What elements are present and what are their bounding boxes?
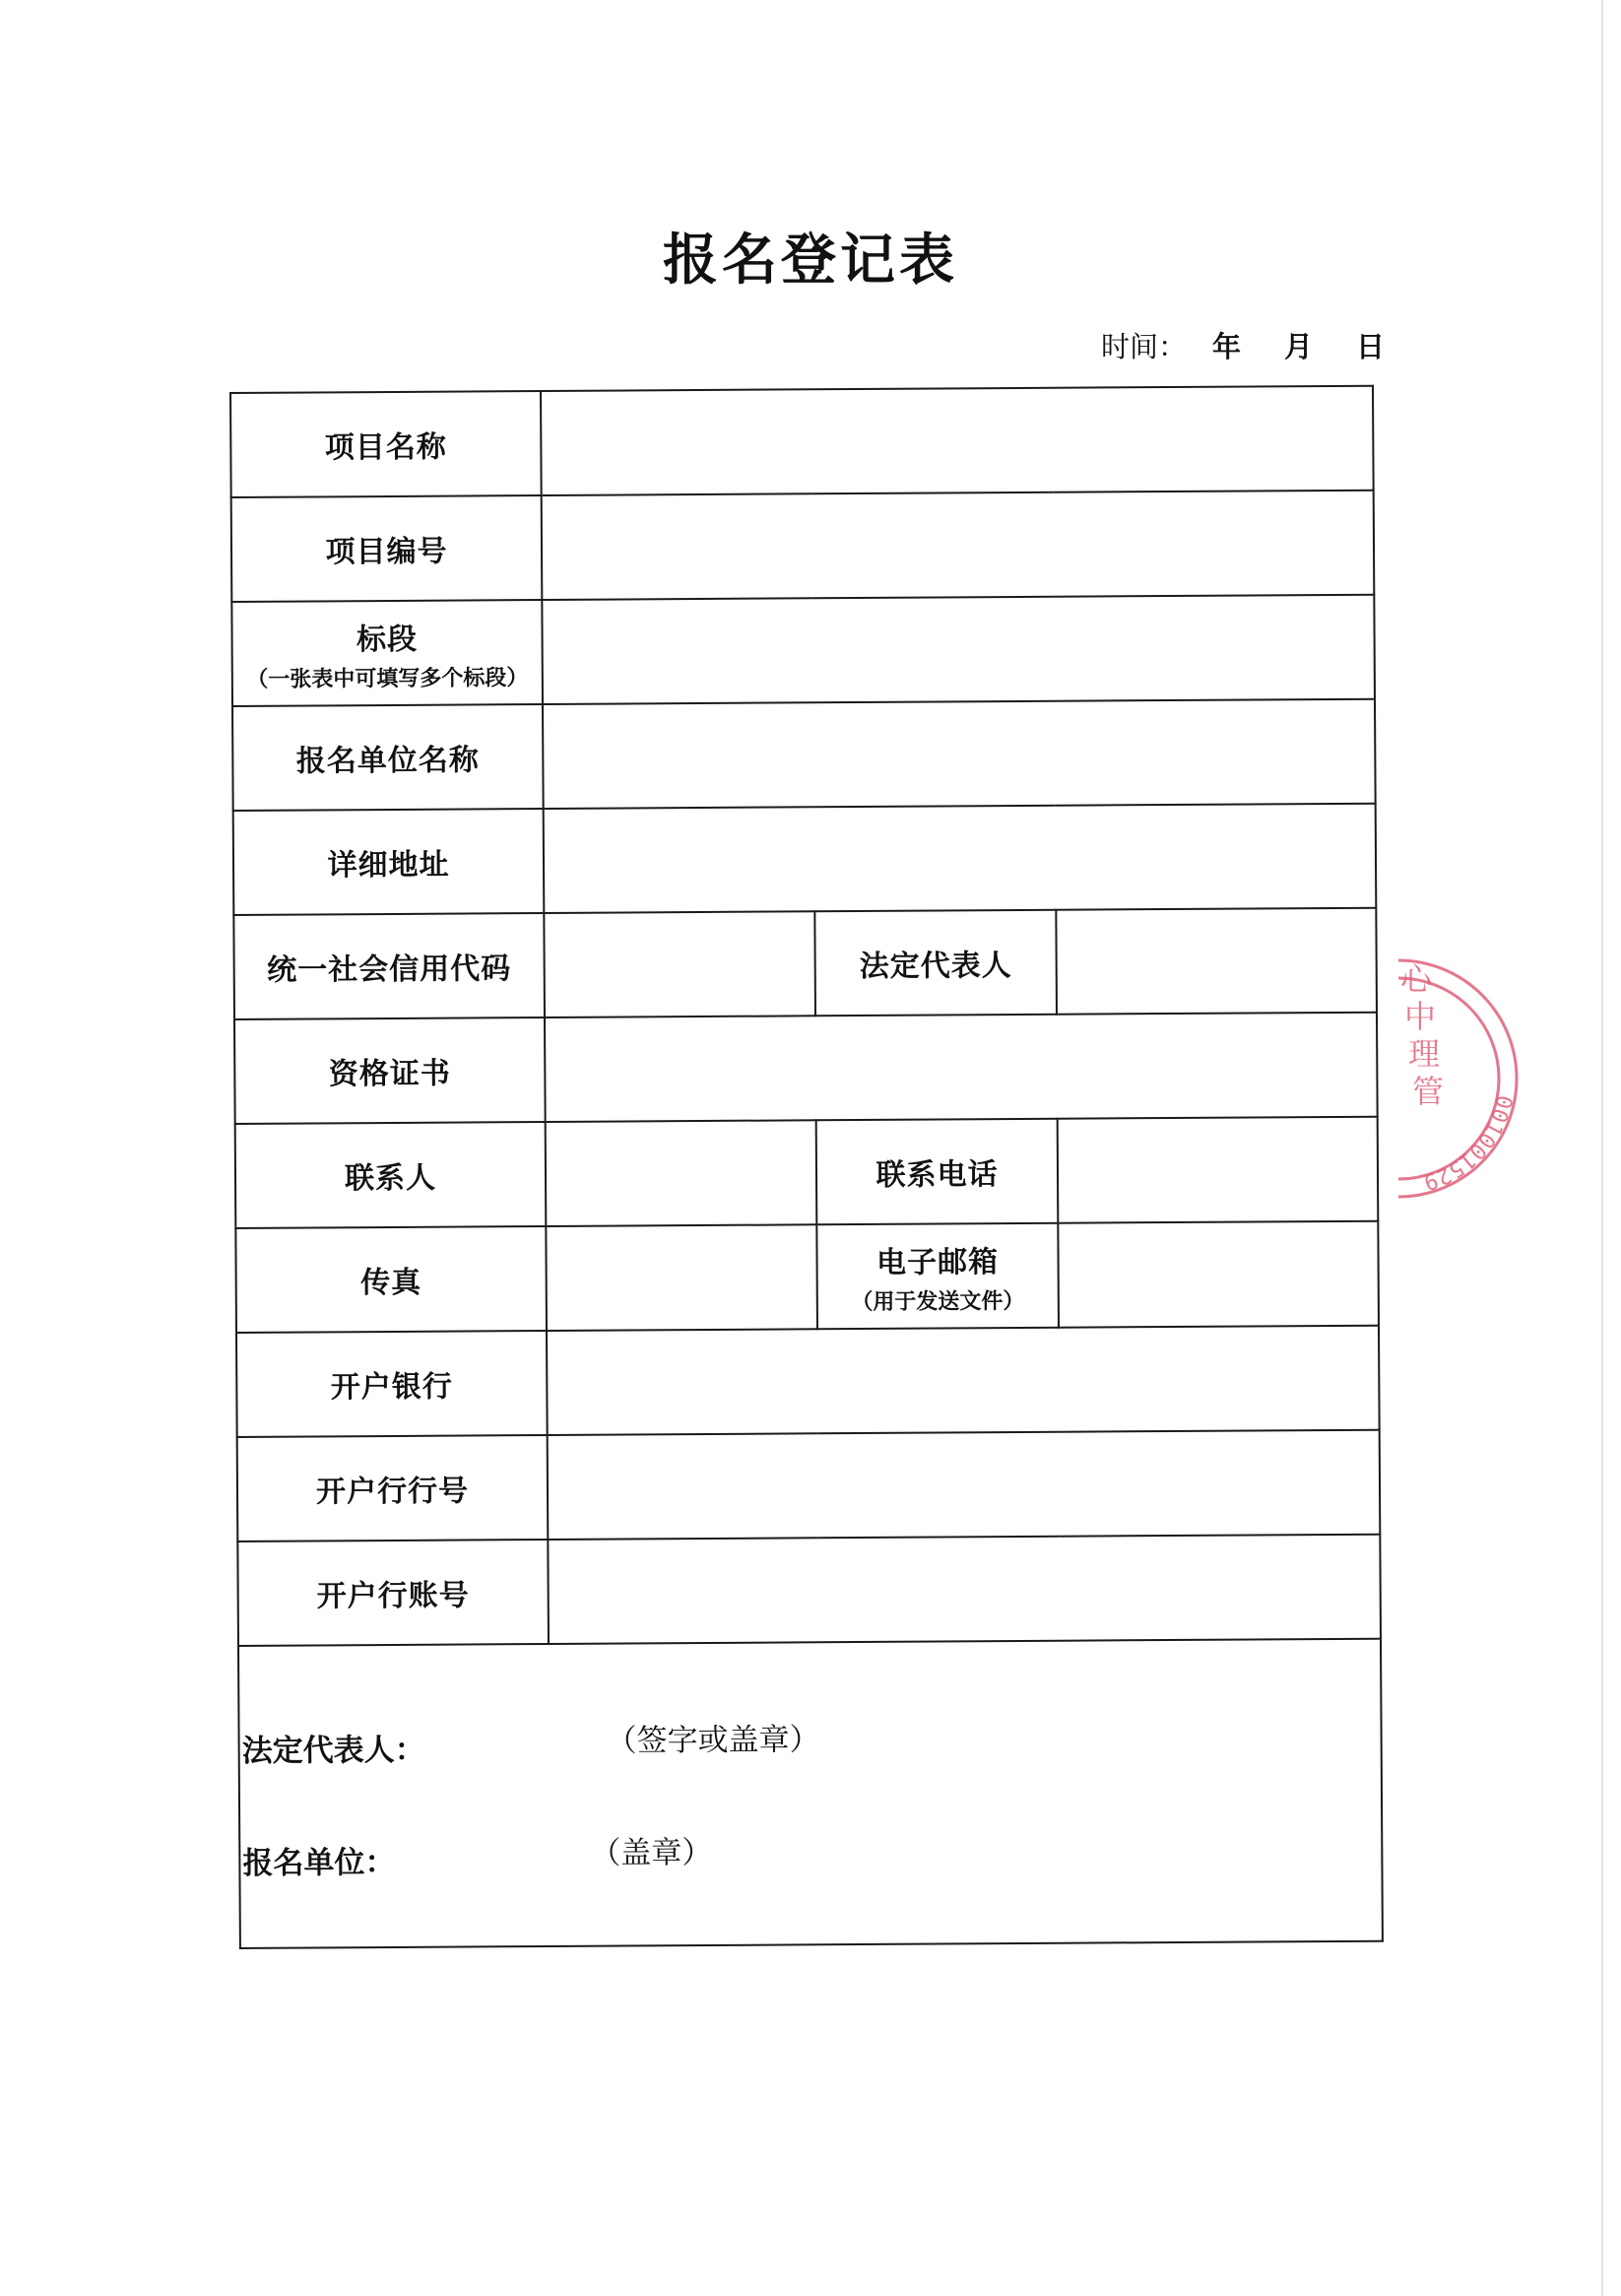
address-label: 详细地址 [233, 809, 545, 915]
row-fax [235, 1221, 1379, 1333]
svg-text:心中理管: 心中理管 [1400, 960, 1445, 1110]
form-title: 报名登记表 [663, 229, 958, 293]
section-label: 标段 [356, 622, 419, 657]
credit-code-label: 统一社会信用代码 [233, 913, 545, 1019]
row-signature [238, 1639, 1383, 1948]
legal-rep-sign-label: 法定代表人： [241, 1732, 425, 1769]
unit-sign-label: 报名单位： [242, 1844, 396, 1881]
contact-label: 联系人 [235, 1122, 547, 1228]
project-no-label: 项目编号 [231, 495, 543, 602]
account-no-label: 开户行账号 [237, 1540, 549, 1646]
account-no-field[interactable] [548, 1535, 1381, 1644]
row-account-no [237, 1535, 1381, 1646]
certificate-field[interactable] [545, 1013, 1378, 1122]
applicant-field[interactable] [543, 699, 1376, 809]
email-label-cell [816, 1223, 1059, 1330]
email-note: （用于发送文件） [851, 1288, 1025, 1315]
row-project-name [230, 386, 1374, 497]
legal-rep-field[interactable] [1056, 908, 1377, 1015]
section-field[interactable] [542, 595, 1375, 704]
row-bank [236, 1326, 1380, 1437]
date-year: 年 [1212, 330, 1242, 363]
project-name-field[interactable] [541, 386, 1374, 495]
legal-rep-label: 法定代表人 [814, 910, 1057, 1017]
address-field[interactable] [544, 804, 1377, 913]
svg-text:001001529: 001001529 [1420, 1092, 1517, 1195]
email-label: 电子邮箱 [875, 1244, 1000, 1280]
row-applicant [232, 699, 1376, 811]
registration-form [229, 385, 1382, 1951]
certificate-label: 资格证书 [234, 1017, 546, 1124]
unit-sign-line [242, 1837, 395, 1882]
seal-stamp-icon [1339, 921, 1621, 1236]
bank-label: 开户银行 [236, 1331, 548, 1437]
project-no-field[interactable] [542, 491, 1375, 600]
phone-field[interactable] [1058, 1117, 1379, 1223]
date-line [1101, 327, 1385, 366]
bank-no-field[interactable] [548, 1430, 1381, 1540]
section-label-cell [231, 600, 543, 706]
bank-no-label: 开户行行号 [237, 1435, 549, 1542]
date-month: 月 [1284, 330, 1314, 363]
unit-sign-note: （盖章） [590, 1834, 713, 1871]
date-day: 日 [1356, 330, 1386, 363]
legal-rep-sign-note: （签字或盖章） [606, 1722, 820, 1759]
fax-field[interactable] [546, 1224, 817, 1331]
row-project-no [231, 491, 1375, 602]
row-certificate [234, 1013, 1378, 1124]
phone-label: 联系电话 [816, 1119, 1059, 1225]
row-bank-no [237, 1430, 1381, 1542]
row-contact [235, 1117, 1379, 1228]
signature-area[interactable] [238, 1639, 1383, 1948]
project-name-label: 项目名称 [230, 391, 542, 497]
credit-code-field[interactable] [544, 911, 815, 1017]
row-section [231, 595, 1375, 706]
section-note: （一张表中可填写多个标段） [246, 665, 529, 692]
row-credit-code [233, 908, 1377, 1019]
legal-rep-sign-line [242, 1725, 425, 1770]
date-label: 时间： [1101, 330, 1188, 363]
row-address [233, 804, 1377, 915]
page-edge-shadow [1601, 0, 1603, 2296]
contact-field[interactable] [546, 1120, 817, 1226]
registration-table [229, 385, 1384, 1949]
email-field[interactable] [1058, 1221, 1379, 1328]
bank-field[interactable] [547, 1326, 1380, 1435]
fax-label: 传真 [235, 1226, 547, 1333]
applicant-label: 报名单位名称 [232, 704, 544, 811]
